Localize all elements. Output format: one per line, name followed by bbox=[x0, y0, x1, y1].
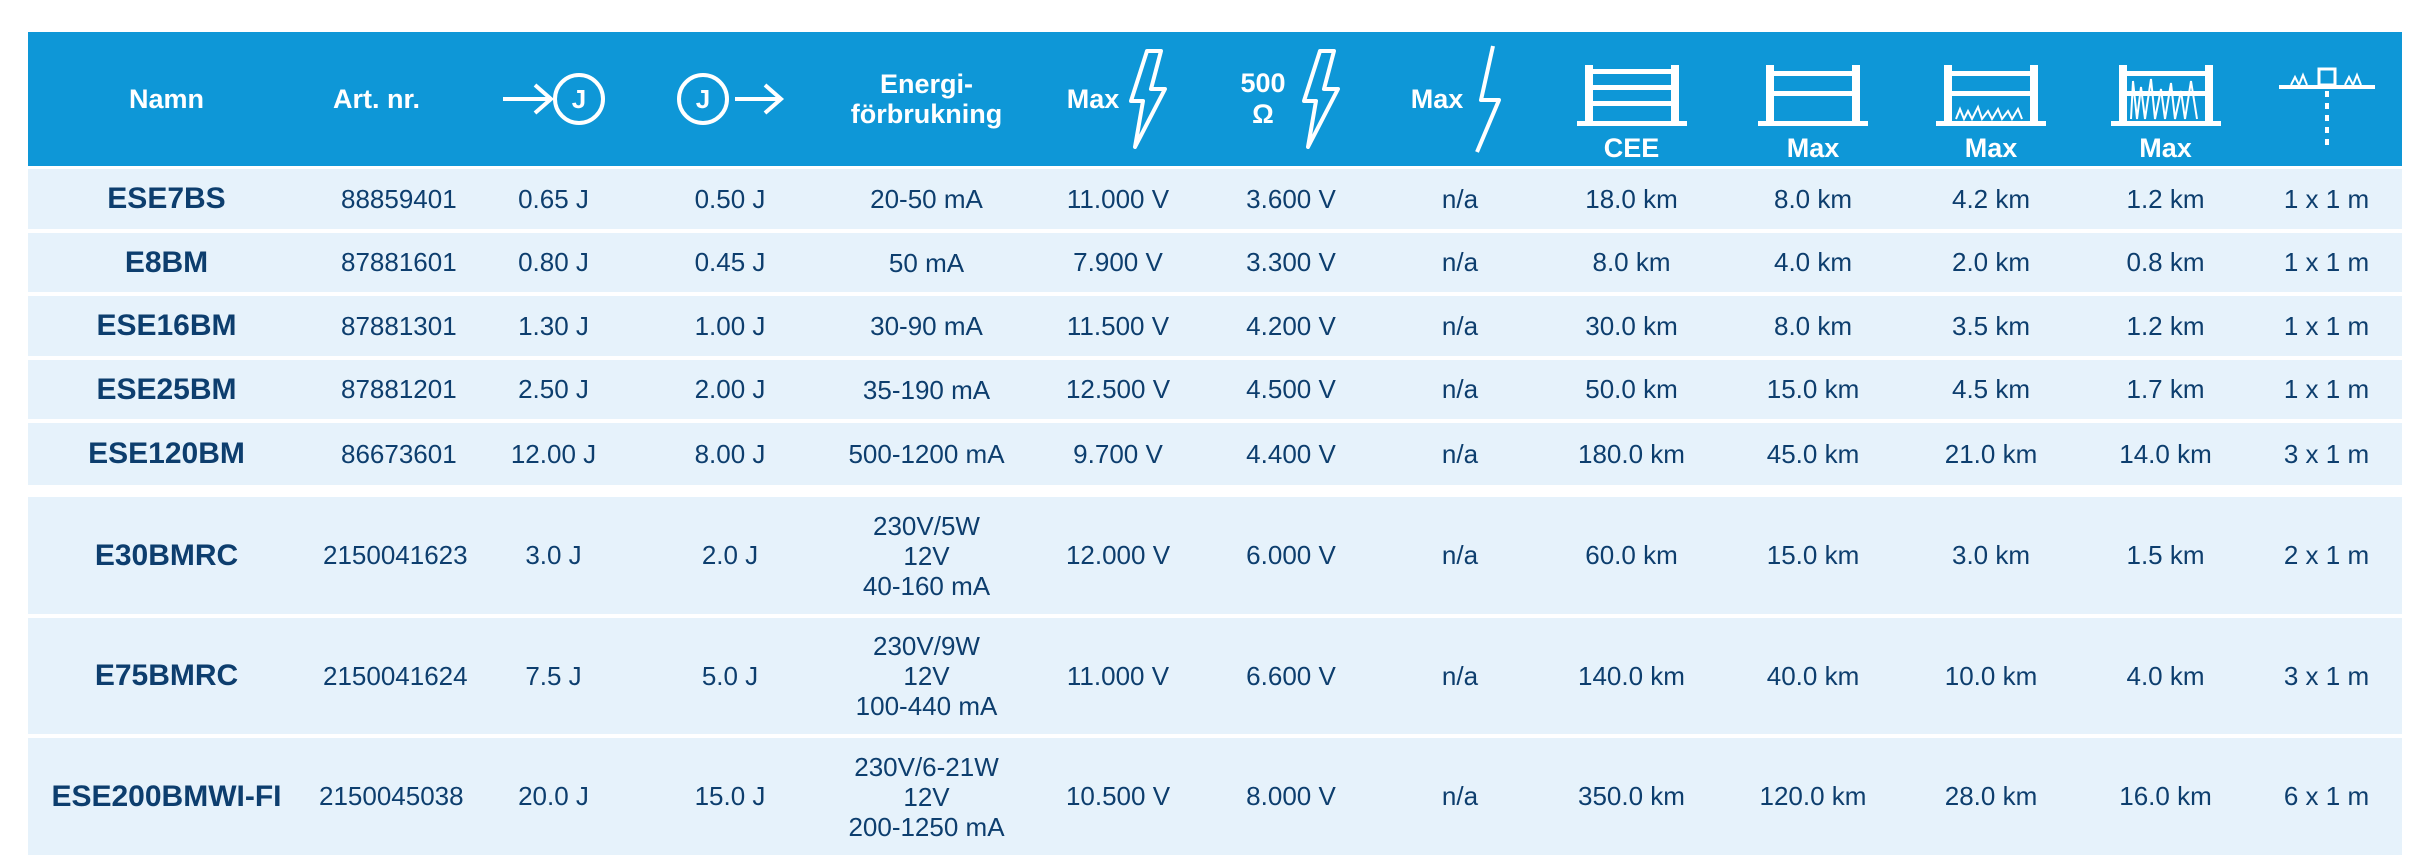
energy-line: 20-50 mA bbox=[870, 184, 983, 214]
distance-max-3: 1.2 km bbox=[2126, 310, 2205, 341]
max-voltage-2: n/a bbox=[1441, 438, 1479, 469]
ground-rod: 1 x 1 m bbox=[2283, 310, 2370, 341]
table-row bbox=[28, 738, 2402, 855]
header-artnr bbox=[305, 32, 465, 166]
joule-in: 12.00 J bbox=[510, 438, 597, 469]
voltage-500-ohm: 4.500 V bbox=[1246, 374, 1336, 404]
model-name: ESE200BMWI-FI bbox=[51, 779, 282, 813]
table-row bbox=[28, 296, 2402, 356]
fence-heavy-vegetation-icon bbox=[2111, 61, 2221, 127]
joule-out-letter: J bbox=[695, 84, 711, 114]
distance-max-1: 4.0 km bbox=[1773, 247, 1853, 277]
distance-max-3: 0.8 km bbox=[2126, 247, 2205, 277]
header-500-label: 500 bbox=[1240, 68, 1286, 98]
article-number: 87881301 bbox=[341, 310, 457, 341]
max-voltage-2: n/a bbox=[1441, 183, 1479, 214]
distance-max-3: 1.5 km bbox=[2126, 540, 2205, 570]
energy-consumption bbox=[818, 233, 1035, 292]
joule-out: 1.00 J bbox=[694, 310, 766, 341]
max-voltage-2: n/a bbox=[1441, 660, 1479, 691]
table-row bbox=[28, 233, 2402, 292]
max-voltage: 11.000 V bbox=[1066, 183, 1170, 214]
header-500-ohm bbox=[1201, 32, 1381, 166]
energy-line: 12V bbox=[903, 781, 950, 812]
header-ground bbox=[2251, 32, 2402, 166]
header-fence-max-3 bbox=[2080, 32, 2251, 166]
joule-in: 0.65 J bbox=[518, 183, 589, 214]
model-name: E30BMRC bbox=[94, 538, 239, 572]
max-voltage: 10.500 V bbox=[1065, 781, 1171, 811]
model-name: E8BM bbox=[124, 245, 209, 279]
header-cee bbox=[1539, 32, 1724, 166]
ground-rod: 1 x 1 m bbox=[2283, 374, 2370, 404]
group-divider bbox=[28, 485, 2402, 497]
header-name-label: Namn bbox=[128, 84, 204, 114]
distance-max-2: 28.0 km bbox=[1944, 781, 2038, 811]
joule-out: 0.45 J bbox=[694, 247, 766, 277]
joule-out: 2.00 J bbox=[694, 374, 766, 404]
table-row bbox=[28, 360, 2402, 419]
energy-line: 230V/9W bbox=[873, 631, 980, 661]
max-voltage: 11.500 V bbox=[1066, 310, 1170, 341]
energy-line: 230V/6-21W bbox=[854, 751, 999, 782]
joule-in: 7.5 J bbox=[525, 660, 582, 691]
energy-line: 50 mA bbox=[888, 247, 965, 278]
energy-line: 30-90 mA bbox=[870, 311, 983, 341]
max-voltage-2: n/a bbox=[1441, 374, 1479, 404]
header-energy-line1: Energi- bbox=[879, 69, 973, 99]
ground-rod: 3 x 1 m bbox=[2283, 438, 2370, 469]
article-number: 2150045038 bbox=[319, 781, 464, 811]
max-voltage-2: n/a bbox=[1441, 540, 1479, 570]
joule-out: 5.0 J bbox=[701, 660, 759, 691]
ground-rod: 1 x 1 m bbox=[2283, 183, 2370, 214]
model-name: ESE7BS bbox=[107, 182, 226, 215]
max-voltage: 9.700 V bbox=[1073, 438, 1163, 469]
header-fence-max-1 bbox=[1724, 32, 1902, 166]
article-number: 88859401 bbox=[341, 183, 457, 214]
header-joule-out bbox=[642, 32, 818, 166]
distance-cee: 140.0 km bbox=[1578, 660, 1685, 691]
energy-consumption bbox=[818, 423, 1035, 485]
table-row bbox=[28, 169, 2402, 229]
header-energy bbox=[818, 32, 1035, 166]
joule-in: 0.80 J bbox=[518, 247, 589, 277]
energy-line: 200-1250 mA bbox=[848, 811, 1005, 842]
ground-rod: 2 x 1 m bbox=[2283, 540, 2370, 570]
distance-max-2: 4.5 km bbox=[1951, 374, 2031, 404]
max-voltage-2: n/a bbox=[1441, 781, 1479, 811]
lightning-thin-icon bbox=[1469, 44, 1509, 154]
energy-line: 12V bbox=[903, 540, 950, 571]
header-fence-max-2-label: Max bbox=[1964, 133, 2018, 163]
ground-rod: 1 x 1 m bbox=[2283, 247, 2370, 277]
energy-consumption bbox=[818, 169, 1035, 229]
voltage-500-ohm: 4.400 V bbox=[1246, 438, 1336, 469]
energy-consumption bbox=[818, 497, 1035, 614]
voltage-500-ohm: 3.600 V bbox=[1246, 183, 1336, 214]
header-fence-max-2 bbox=[1902, 32, 2080, 166]
energy-consumption bbox=[818, 618, 1035, 734]
distance-max-2: 3.0 km bbox=[1951, 540, 2031, 570]
article-number: 87881201 bbox=[341, 374, 457, 404]
article-number: 2150041623 bbox=[323, 540, 468, 570]
distance-max-1: 8.0 km bbox=[1773, 310, 1853, 341]
distance-cee: 8.0 km bbox=[1592, 247, 1671, 277]
voltage-500-ohm: 3.300 V bbox=[1246, 247, 1336, 277]
model-name: ESE120BM bbox=[88, 437, 245, 470]
distance-max-2: 10.0 km bbox=[1944, 660, 2038, 691]
distance-max-2: 2.0 km bbox=[1951, 247, 2031, 277]
distance-max-2: 21.0 km bbox=[1944, 438, 2038, 469]
header-max2-label: Max bbox=[1410, 83, 1464, 114]
ground-rod: 3 x 1 m bbox=[2283, 660, 2370, 691]
energy-line: 35-190 mA bbox=[862, 374, 991, 405]
joule-out: 8.00 J bbox=[694, 438, 766, 469]
article-number: 2150041624 bbox=[323, 660, 468, 691]
ground-rod: 6 x 1 m bbox=[2283, 781, 2370, 811]
joule-in: 3.0 J bbox=[525, 540, 582, 570]
header-max-voltage-2 bbox=[1381, 32, 1539, 166]
energy-line: 500-1200 mA bbox=[848, 439, 1005, 469]
distance-cee: 180.0 km bbox=[1578, 438, 1685, 469]
fence-icon bbox=[1577, 61, 1687, 127]
distance-max-1: 40.0 km bbox=[1766, 660, 1860, 691]
fence-grass-icon bbox=[1936, 61, 2046, 127]
joule-out: 2.0 J bbox=[701, 540, 759, 570]
lightning-icon bbox=[1298, 49, 1342, 149]
article-number: 86673601 bbox=[341, 438, 457, 469]
voltage-500-ohm: 8.000 V bbox=[1246, 781, 1336, 811]
distance-max-1: 45.0 km bbox=[1766, 438, 1860, 469]
table-header bbox=[28, 32, 2402, 166]
distance-max-3: 1.2 km bbox=[2126, 183, 2205, 214]
header-fence-max-3-label: Max bbox=[2139, 133, 2192, 163]
ground-rod-icon bbox=[2279, 49, 2375, 149]
distance-cee: 50.0 km bbox=[1585, 374, 1678, 404]
table-row bbox=[28, 618, 2402, 734]
header-max-voltage bbox=[1035, 32, 1201, 166]
joule-out-arrow-icon bbox=[675, 69, 785, 129]
voltage-500-ohm: 6.000 V bbox=[1246, 540, 1336, 570]
arrow-into-joule-icon bbox=[499, 69, 609, 129]
max-voltage: 7.900 V bbox=[1073, 247, 1163, 277]
joule-in-letter: J bbox=[571, 84, 586, 114]
distance-max-3: 4.0 km bbox=[2126, 660, 2205, 691]
energy-consumption bbox=[818, 296, 1035, 356]
voltage-500-ohm: 4.200 V bbox=[1246, 310, 1336, 341]
energy-line: 40-160 mA bbox=[862, 570, 991, 601]
joule-in: 20.0 J bbox=[518, 781, 589, 811]
max-voltage-2: n/a bbox=[1441, 247, 1479, 277]
joule-in: 2.50 J bbox=[518, 374, 589, 404]
distance-max-1: 15.0 km bbox=[1766, 374, 1860, 404]
distance-cee: 350.0 km bbox=[1578, 781, 1685, 811]
joule-in: 1.30 J bbox=[518, 310, 589, 341]
distance-max-1: 8.0 km bbox=[1773, 183, 1853, 214]
header-ohm-label: Ω bbox=[1252, 99, 1274, 129]
max-voltage: 11.000 V bbox=[1066, 660, 1170, 691]
distance-cee: 60.0 km bbox=[1585, 540, 1678, 570]
article-number: 87881601 bbox=[341, 247, 457, 277]
distance-max-3: 1.7 km bbox=[2126, 374, 2205, 404]
distance-max-2: 3.5 km bbox=[1951, 310, 2031, 341]
model-name: ESE25BM bbox=[96, 372, 237, 406]
header-max-label: Max bbox=[1066, 83, 1120, 114]
energy-line: 100-440 mA bbox=[855, 691, 998, 721]
fence-icon bbox=[1758, 61, 1868, 127]
table-row bbox=[28, 497, 2402, 614]
energy-consumption bbox=[818, 360, 1035, 419]
max-voltage: 12.000 V bbox=[1065, 540, 1171, 570]
header-name bbox=[28, 32, 305, 166]
model-name: E75BMRC bbox=[94, 659, 239, 692]
voltage-500-ohm: 6.600 V bbox=[1246, 660, 1336, 691]
distance-max-2: 4.2 km bbox=[1951, 183, 2031, 214]
header-cee-label: CEE bbox=[1603, 133, 1660, 163]
header-fence-max-1-label: Max bbox=[1786, 133, 1840, 163]
energy-consumption bbox=[818, 738, 1035, 855]
distance-cee: 18.0 km bbox=[1585, 183, 1678, 214]
energy-line: 230V/5W bbox=[873, 510, 980, 541]
distance-cee: 30.0 km bbox=[1585, 310, 1678, 341]
max-voltage-2: n/a bbox=[1441, 310, 1479, 341]
joule-out: 0.50 J bbox=[694, 183, 766, 214]
distance-max-1: 120.0 km bbox=[1759, 781, 1867, 811]
max-voltage: 12.500 V bbox=[1065, 374, 1171, 404]
header-energy-line2: förbrukning bbox=[850, 99, 1003, 129]
header-artnr-label: Art. nr. bbox=[333, 84, 421, 114]
lightning-icon bbox=[1125, 49, 1169, 149]
table-row bbox=[28, 423, 2402, 485]
distance-max-3: 16.0 km bbox=[2119, 781, 2212, 811]
distance-max-1: 15.0 km bbox=[1766, 540, 1860, 570]
joule-out: 15.0 J bbox=[694, 781, 766, 811]
header-joule-in bbox=[465, 32, 642, 166]
distance-max-3: 14.0 km bbox=[2119, 438, 2212, 469]
energy-line: 12V bbox=[903, 661, 950, 691]
model-name: ESE16BM bbox=[96, 309, 237, 342]
